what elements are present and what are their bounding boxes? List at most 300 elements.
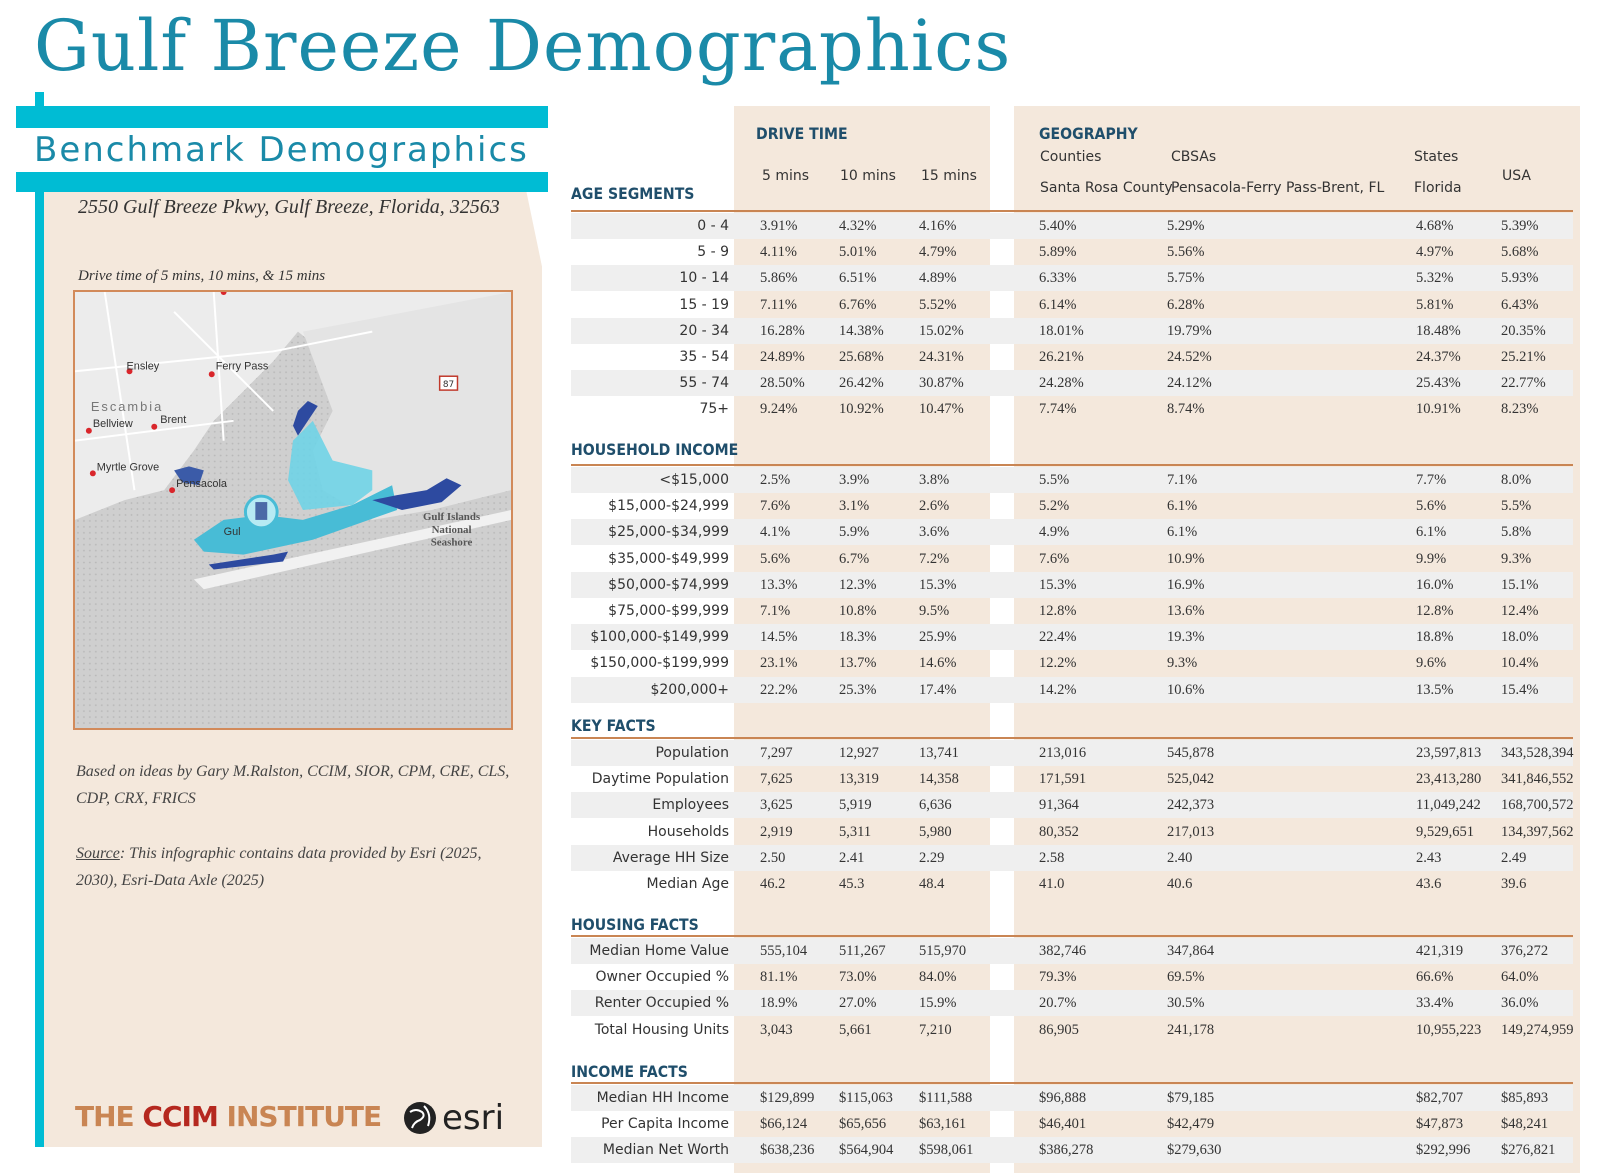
source-text: : This infographic contains data provided by Esri (2025, 2030), Esri-Data Axle (2025) <box>76 845 482 889</box>
row-label: Median HH Income <box>596 1090 729 1106</box>
row-label: $200,000+ <box>650 681 729 698</box>
table-row <box>571 792 1573 818</box>
table-cell: 24.37% <box>1416 349 1461 365</box>
table-cell: 7.74% <box>1039 401 1077 418</box>
col-header-counties: Counties <box>1040 149 1102 165</box>
table-cell: 10.8% <box>839 603 877 619</box>
table-cell: 10.92% <box>839 401 884 418</box>
table-cell: 20.7% <box>1039 995 1077 1012</box>
table-cell: 15.3% <box>919 576 957 593</box>
table-cell: 9.6% <box>1416 655 1447 672</box>
table-cell: 3.1% <box>839 498 870 515</box>
table-cell: 7.1% <box>1167 472 1198 488</box>
table-cell: 4.16% <box>919 218 957 234</box>
col-header-state-name: Florida <box>1414 180 1462 196</box>
drive-time-map <box>73 290 513 730</box>
table-row <box>571 1085 1573 1111</box>
table-cell: 20.35% <box>1501 322 1546 339</box>
col-header-10-mins: 10 mins <box>840 168 896 184</box>
table-cell: 18.8% <box>1416 629 1454 646</box>
table-cell: 5.89% <box>1039 244 1077 261</box>
table-cell: $82,707 <box>1416 1090 1464 1106</box>
table-cell: 11,049,242 <box>1416 797 1481 814</box>
row-label: Total Housing Units <box>594 1021 729 1038</box>
table-cell: 2.40 <box>1167 849 1193 866</box>
table-cell: 4.79% <box>919 244 957 261</box>
row-label: Median Net Worth <box>602 1142 729 1159</box>
table-cell: 66.6% <box>1416 969 1454 986</box>
section-rule <box>571 935 1573 937</box>
table-row <box>571 519 1573 545</box>
table-row <box>571 598 1573 624</box>
table-cell: $79,185 <box>1167 1090 1215 1106</box>
table-cell: $65,656 <box>839 1116 887 1133</box>
table-cell: 9.24% <box>760 401 798 418</box>
table-cell: $115,063 <box>839 1090 893 1106</box>
table-row <box>571 546 1573 572</box>
table-cell: 6.14% <box>1039 296 1077 313</box>
table-row <box>571 239 1573 265</box>
table-cell: 84.0% <box>919 969 957 986</box>
table-cell: 3.91% <box>760 218 798 234</box>
table-cell: 22.4% <box>1039 629 1077 646</box>
table-row <box>571 370 1573 396</box>
table-cell: 5.81% <box>1416 296 1454 313</box>
table-cell: 5.29% <box>1167 218 1205 234</box>
table-cell: 4.32% <box>839 218 877 234</box>
col-header-county-name: Santa Rosa County <box>1040 180 1173 196</box>
row-label: Population <box>655 745 729 761</box>
table-cell: $279,630 <box>1167 1142 1222 1159</box>
table-row <box>571 265 1573 291</box>
map-label-gulf-breeze: Gul <box>223 525 241 538</box>
table-cell: 30.87% <box>919 375 964 392</box>
table-cell: 10.9% <box>1167 550 1205 567</box>
table-cell: 7.1% <box>760 603 791 619</box>
table-cell: 10.4% <box>1501 655 1539 672</box>
table-cell: 25.21% <box>1501 349 1546 365</box>
map-label-national: National <box>431 523 472 536</box>
col-header-usa: USA <box>1502 168 1531 184</box>
table-cell: 45.3 <box>839 876 865 892</box>
table-cell: 5,919 <box>839 797 872 814</box>
table-cell: 4.1% <box>760 524 791 541</box>
ccim-institute-logo: THE CCIM INSTITUTE <box>75 1100 382 1133</box>
table-cell: $111,588 <box>919 1090 973 1106</box>
table-cell: 18.3% <box>839 629 877 646</box>
table-cell: 27.0% <box>839 995 877 1012</box>
table-cell: 149,274,959 <box>1501 1021 1574 1038</box>
table-cell: 2.43 <box>1416 849 1442 866</box>
table-cell: 5.52% <box>919 296 957 313</box>
row-label: $100,000-$149,999 <box>590 629 729 646</box>
table-cell: 5.32% <box>1416 270 1454 287</box>
highway-87-shield: 87 <box>442 380 455 391</box>
globe-icon <box>402 1100 438 1136</box>
table-cell: 3.8% <box>919 472 950 488</box>
section-rule <box>571 1082 1573 1084</box>
table-cell: 555,104 <box>760 943 808 959</box>
table-cell: 2.49 <box>1501 849 1527 866</box>
table-cell: 382,746 <box>1039 943 1087 959</box>
row-label: $150,000-$199,999 <box>590 655 729 672</box>
table-row <box>571 213 1573 239</box>
table-cell: 22.77% <box>1501 375 1546 392</box>
table-cell: $386,278 <box>1039 1142 1094 1159</box>
table-cell: 13.5% <box>1416 681 1454 698</box>
table-cell: 12.8% <box>1416 603 1454 619</box>
table-cell: 13.3% <box>760 576 798 593</box>
banner-bottom-stripe <box>16 172 548 192</box>
table-cell: $46,401 <box>1039 1116 1087 1133</box>
table-cell: 5.6% <box>1416 498 1447 515</box>
section-header: KEY FACTS <box>571 716 656 735</box>
table-cell: $129,899 <box>760 1090 815 1106</box>
table-row <box>571 624 1573 650</box>
table-cell: 24.31% <box>919 349 964 365</box>
table-cell: 9.3% <box>1501 550 1532 567</box>
table-cell: 9.9% <box>1416 550 1447 567</box>
table-cell: 23.1% <box>760 655 798 672</box>
table-cell: 14.38% <box>839 322 884 339</box>
table-row <box>571 990 1573 1016</box>
table-cell: 8.0% <box>1501 472 1532 488</box>
table-cell: 6.1% <box>1167 524 1198 541</box>
table-cell: 24.28% <box>1039 375 1084 392</box>
table-cell: 39.6 <box>1501 876 1527 892</box>
table-cell: 6,636 <box>919 797 952 814</box>
table-cell: 8.74% <box>1167 401 1205 418</box>
row-label: 5 - 9 <box>697 244 729 261</box>
table-cell: 18.9% <box>760 995 798 1012</box>
table-cell: 25.68% <box>839 349 884 365</box>
table-cell: 5.5% <box>1039 472 1070 488</box>
table-cell: 25.9% <box>919 629 957 646</box>
table-cell: 18.01% <box>1039 322 1084 339</box>
table-cell: 15.3% <box>1039 576 1077 593</box>
table-cell: 9,529,651 <box>1416 823 1474 840</box>
row-label: Average HH Size <box>612 849 729 866</box>
table-cell: 4.68% <box>1416 218 1454 234</box>
table-cell: 7.7% <box>1416 472 1447 488</box>
table-cell: 15.1% <box>1501 576 1539 593</box>
address: 2550 Gulf Breeze Pkwy, Gulf Breeze, Florida, 32563 <box>78 196 500 218</box>
table-cell: 16.9% <box>1167 576 1205 593</box>
row-label: $15,000-$24,999 <box>608 498 729 515</box>
table-cell: 171,591 <box>1039 771 1087 788</box>
row-label: Per Capita Income <box>601 1116 729 1133</box>
table-cell: 24.89% <box>760 349 805 365</box>
geography-header: GEOGRAPHY <box>1039 124 1138 143</box>
row-label: 55 - 74 <box>679 375 729 392</box>
row-label: Employees <box>652 797 729 814</box>
table-cell: $85,893 <box>1501 1090 1549 1106</box>
table-row <box>571 467 1573 493</box>
table-cell: $63,161 <box>919 1116 967 1133</box>
table-cell: 6.28% <box>1167 296 1205 313</box>
table-row <box>571 292 1573 318</box>
table-cell: 545,878 <box>1167 745 1215 761</box>
banner-top-stripe <box>16 106 548 128</box>
table-cell: 28.50% <box>760 375 805 392</box>
table-cell: 19.79% <box>1167 322 1212 339</box>
table-cell: 421,319 <box>1416 943 1464 959</box>
row-label: 35 - 54 <box>679 349 729 365</box>
table-row <box>571 845 1573 871</box>
drive-time-note: Drive time of 5 mins, 10 mins, & 15 mins <box>78 268 326 284</box>
table-cell: 2.29 <box>919 849 945 866</box>
table-cell: 81.1% <box>760 969 798 986</box>
table-cell: 7.6% <box>1039 550 1070 567</box>
table-cell: 41.0 <box>1039 876 1065 892</box>
table-cell: 80,352 <box>1039 823 1079 840</box>
table-cell: 5.6% <box>760 550 791 567</box>
table-cell: $598,061 <box>919 1142 974 1159</box>
section-header: HOUSING FACTS <box>571 915 699 934</box>
table-row <box>571 938 1573 964</box>
table-row <box>571 1111 1573 1137</box>
table-cell: 15.4% <box>1501 681 1539 698</box>
table-cell: 3,043 <box>760 1021 793 1038</box>
table-row <box>571 1137 1573 1163</box>
table-cell: 18.0% <box>1501 629 1539 646</box>
table-cell: 9.3% <box>1167 655 1198 672</box>
table-cell: 12.2% <box>1039 655 1077 672</box>
section-header: HOUSEHOLD INCOME <box>571 440 739 459</box>
table-cell: 13,741 <box>919 745 959 761</box>
map-label-escambia: Escambia <box>90 398 164 414</box>
table-cell: 213,016 <box>1039 745 1087 761</box>
table-row <box>571 1017 1573 1043</box>
map-label-myrtle-grove: Myrtle Grove <box>96 461 160 474</box>
table-cell: $48,241 <box>1501 1116 1549 1133</box>
table-cell: 2.6% <box>919 498 950 515</box>
table-cell: 7,625 <box>760 771 793 788</box>
table-cell: 91,364 <box>1039 797 1079 814</box>
table-cell: 25.3% <box>839 681 877 698</box>
table-cell: 5.40% <box>1039 218 1077 234</box>
table-cell: 14,358 <box>919 771 959 788</box>
table-cell: 14.2% <box>1039 681 1077 698</box>
table-cell: 26.21% <box>1039 349 1084 365</box>
table-row <box>571 740 1573 766</box>
table-cell: 13,319 <box>839 771 879 788</box>
table-cell: $564,904 <box>839 1142 894 1159</box>
table-cell: 10.47% <box>919 401 964 418</box>
table-cell: 5,980 <box>919 823 952 840</box>
table-cell: $66,124 <box>760 1116 808 1133</box>
table-cell: 3.9% <box>839 472 870 488</box>
table-cell: 73.0% <box>839 969 877 986</box>
table-cell: 69.5% <box>1167 969 1205 986</box>
table-cell: 5.8% <box>1501 524 1532 541</box>
map-label-pensacola: Pensacola <box>176 478 227 491</box>
table-cell: 12.4% <box>1501 603 1539 619</box>
table-row <box>571 677 1573 703</box>
table-cell: 3.6% <box>919 524 950 541</box>
table-cell: 4.9% <box>1039 524 1070 541</box>
table-cell: 23,597,813 <box>1416 745 1482 761</box>
row-label: <$15,000 <box>659 472 729 488</box>
map-label-ferry-pass: Ferry Pass <box>215 360 269 373</box>
table-cell: 341,846,552 <box>1501 771 1574 788</box>
table-cell: 134,397,562 <box>1501 823 1574 840</box>
table-cell: 5.2% <box>1039 498 1070 515</box>
row-label: $25,000-$34,999 <box>608 524 729 541</box>
table-cell: 25.43% <box>1416 375 1461 392</box>
table-cell: 217,013 <box>1167 823 1215 840</box>
table-cell: 5,311 <box>839 823 872 840</box>
table-cell: 33.4% <box>1416 995 1454 1012</box>
table-cell: 4.89% <box>919 270 957 287</box>
table-cell: 48.4 <box>919 876 945 892</box>
page-title: Gulf Breeze Demographics <box>34 5 1012 87</box>
table-row <box>571 493 1573 519</box>
table-cell: 17.4% <box>919 681 957 698</box>
table-cell: 7,297 <box>760 745 793 761</box>
table-cell: 5.9% <box>839 524 870 541</box>
table-cell: 5.39% <box>1501 218 1539 234</box>
table-cell: 30.5% <box>1167 995 1205 1012</box>
table-cell: 12.8% <box>1039 603 1077 619</box>
table-cell: 10.91% <box>1416 401 1461 418</box>
row-label: Owner Occupied % <box>595 969 729 986</box>
table-cell: 5.75% <box>1167 270 1205 287</box>
table-cell: 2.5% <box>760 472 791 488</box>
esri-logo: esri <box>402 1098 504 1138</box>
table-cell: 36.0% <box>1501 995 1539 1012</box>
table-cell: 4.97% <box>1416 244 1454 261</box>
map-label-seashore: Seashore <box>430 536 473 549</box>
table-cell: 8.23% <box>1501 401 1539 418</box>
table-cell: 525,042 <box>1167 771 1215 788</box>
row-label: $50,000-$74,999 <box>608 576 729 593</box>
table-cell: 515,970 <box>919 943 967 959</box>
table-cell: 10,955,223 <box>1416 1021 1482 1038</box>
table-cell: 2.41 <box>839 849 865 866</box>
table-cell: 7.2% <box>919 550 950 567</box>
table-cell: 19.3% <box>1167 629 1205 646</box>
col-header-cbsa-name: Pensacola-Ferry Pass-Brent, FL <box>1171 180 1385 196</box>
table-cell: 7.11% <box>760 296 797 313</box>
table-cell: 6.33% <box>1039 270 1077 287</box>
section-header: INCOME FACTS <box>571 1062 688 1081</box>
table-row <box>571 396 1573 422</box>
table-cell: 12.3% <box>839 576 877 593</box>
table-cell: 13.6% <box>1167 603 1205 619</box>
source-note <box>76 840 516 894</box>
row-label: 75+ <box>699 401 729 418</box>
table-cell: 5.56% <box>1167 244 1205 261</box>
row-label: $75,000-$99,999 <box>608 603 729 619</box>
table-cell: 5.5% <box>1501 498 1532 515</box>
credit-text: Based on ideas by Gary M.Ralston, CCIM, SIOR, CPM, CRE, CLS, CDP, CRX, FRICS <box>76 763 510 807</box>
table-cell: 5.68% <box>1501 244 1539 261</box>
drive-time-header: DRIVE TIME <box>756 124 848 143</box>
table-row <box>571 572 1573 598</box>
table-cell: 14.5% <box>760 629 798 646</box>
sidebar-accent-line <box>35 92 44 1147</box>
table-cell: 64.0% <box>1501 969 1539 986</box>
col-header-states: States <box>1414 149 1459 165</box>
table-cell: 46.2 <box>760 876 786 892</box>
row-label: $35,000-$49,999 <box>608 550 729 567</box>
table-cell: 242,373 <box>1167 797 1215 814</box>
row-label: Daytime Population <box>591 771 729 788</box>
map-label-ensley: Ensley <box>126 360 160 373</box>
map-label-brent: Brent <box>160 413 187 426</box>
table-cell: 2,919 <box>760 823 793 840</box>
table-cell: 9.5% <box>919 603 950 619</box>
table-cell: 4.11% <box>760 244 797 261</box>
table-cell: $292,996 <box>1416 1142 1471 1159</box>
table-cell: 2.50 <box>760 849 786 866</box>
banner-title: Benchmark Demographics <box>34 130 529 170</box>
table-cell: 6.51% <box>839 270 877 287</box>
table-row <box>571 650 1573 676</box>
table-cell: 23,413,280 <box>1416 771 1482 788</box>
row-label: Median Home Value <box>589 943 729 959</box>
table-cell: 79.3% <box>1039 969 1077 986</box>
map-label-bellview: Bellview <box>92 417 133 430</box>
table-cell: $47,873 <box>1416 1116 1464 1133</box>
table-cell: 5.01% <box>839 244 877 261</box>
row-label: 0 - 4 <box>697 218 729 234</box>
row-label: Median Age <box>646 876 729 892</box>
table-row <box>571 819 1573 845</box>
table-cell: 13.7% <box>839 655 877 672</box>
table-cell: 511,267 <box>839 943 886 959</box>
table-cell: $96,888 <box>1039 1090 1087 1106</box>
table-cell: 6.43% <box>1501 296 1539 313</box>
table-cell: 24.12% <box>1167 375 1212 392</box>
table-cell: 12,927 <box>839 745 879 761</box>
map-label-gulf-islands: Gulf Islands <box>422 510 481 523</box>
table-cell: 6.1% <box>1167 498 1198 515</box>
table-cell: 10.6% <box>1167 681 1205 698</box>
section-rule <box>571 464 1573 466</box>
table-cell: 3,625 <box>760 797 793 814</box>
table-cell: 5,661 <box>839 1021 872 1038</box>
table-cell: 22.2% <box>760 681 798 698</box>
table-cell: $638,236 <box>760 1142 815 1159</box>
source-label: Source <box>76 845 120 862</box>
table-cell: $276,821 <box>1501 1142 1556 1159</box>
row-label: 15 - 19 <box>679 296 729 313</box>
table-cell: 26.42% <box>839 375 884 392</box>
table-row <box>571 344 1573 370</box>
table-cell: 14.6% <box>919 655 957 672</box>
table-cell: 18.48% <box>1416 322 1461 339</box>
table-cell: 24.52% <box>1167 349 1212 365</box>
col-header-5-mins: 5 mins <box>762 168 810 184</box>
table-cell: 241,178 <box>1167 1021 1215 1038</box>
table-cell: 343,528,394 <box>1501 745 1574 761</box>
table-cell: 376,272 <box>1501 943 1549 959</box>
section-rule <box>571 210 1573 212</box>
section-header: AGE SEGMENTS <box>571 184 695 203</box>
table-cell: 43.6 <box>1416 876 1442 892</box>
col-header-15-mins: 15 mins <box>921 168 977 184</box>
table-cell: 7.6% <box>760 498 791 515</box>
table-cell: 5.86% <box>760 270 798 287</box>
table-row <box>571 964 1573 990</box>
table-cell: 5.93% <box>1501 270 1539 287</box>
table-row <box>571 871 1573 897</box>
section-rule <box>571 737 1573 739</box>
table-cell: 6.1% <box>1416 524 1447 541</box>
table-cell: 16.28% <box>760 322 805 339</box>
